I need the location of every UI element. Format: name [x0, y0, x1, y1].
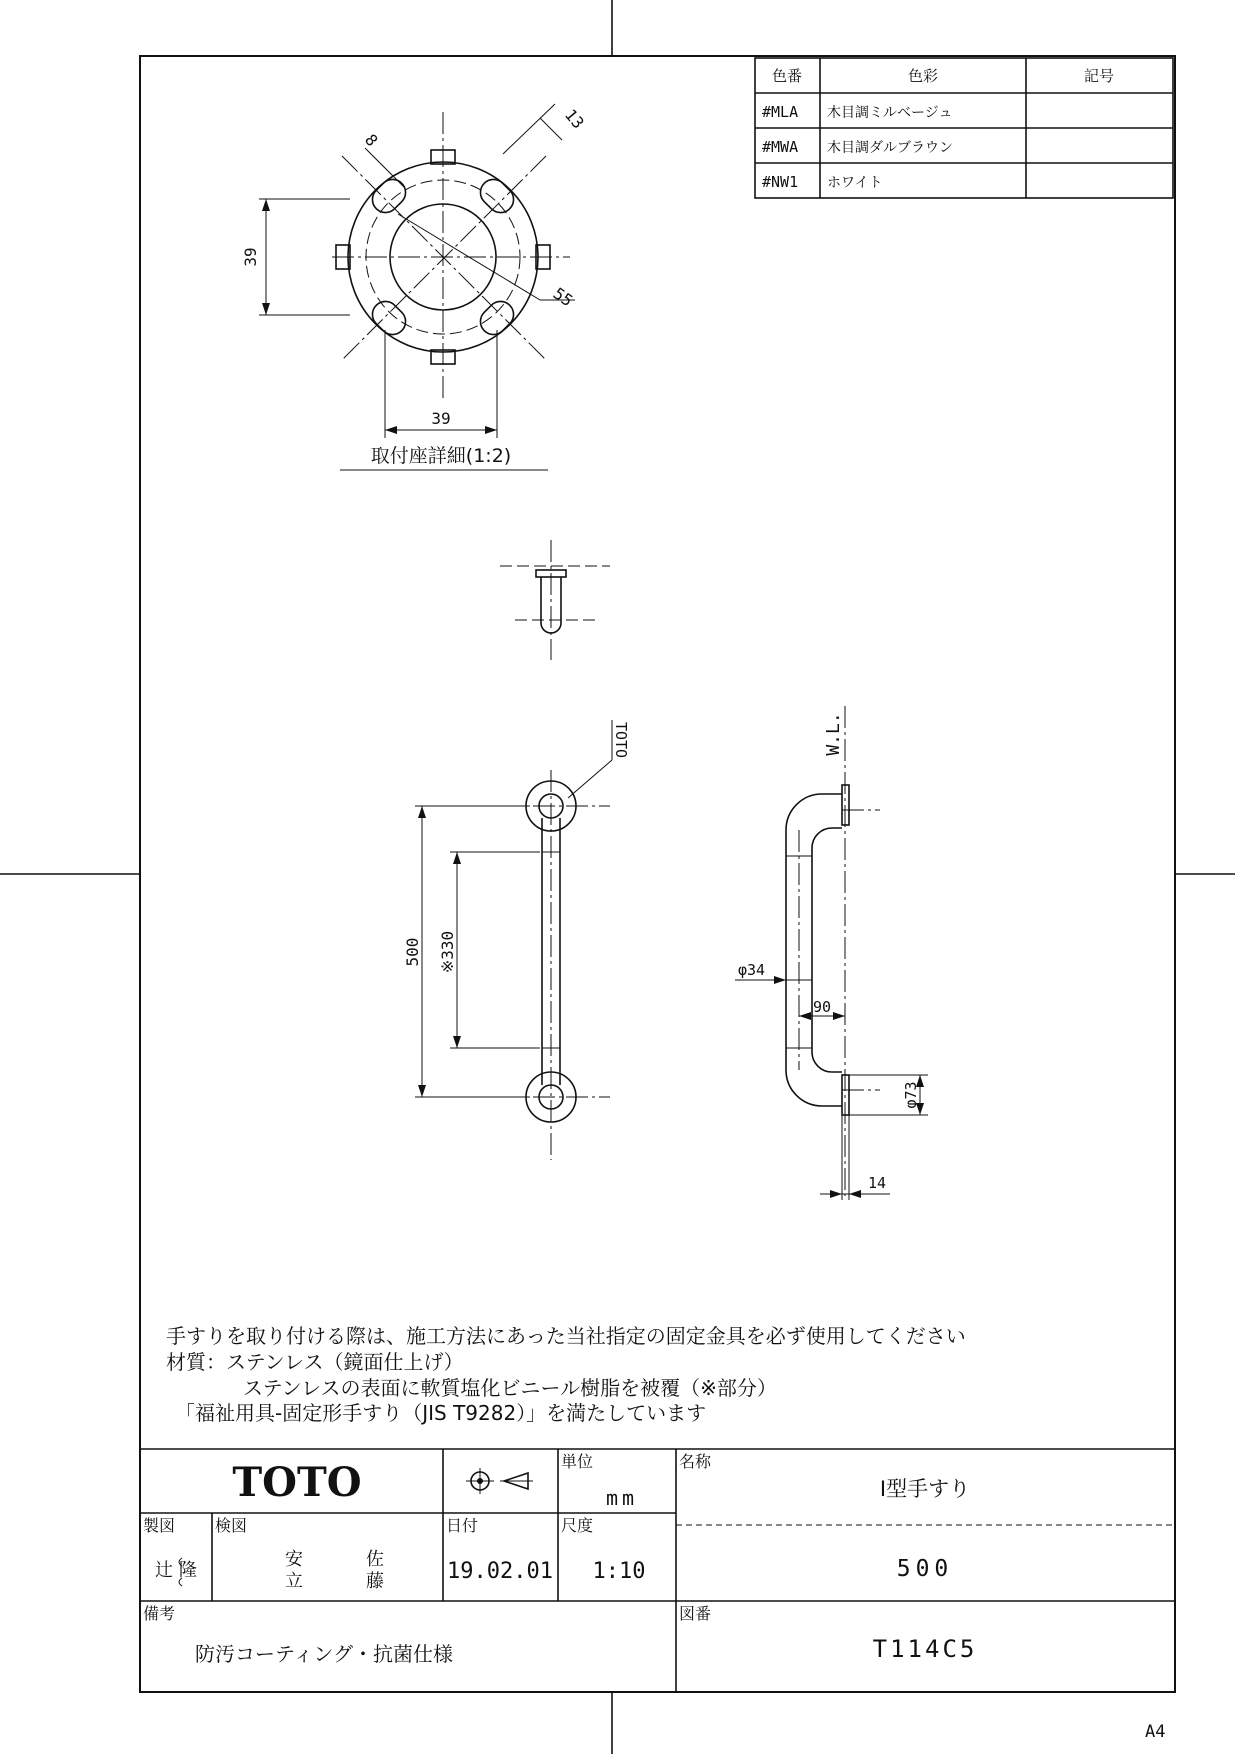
dim-flange-thickness: 14 — [868, 1174, 887, 1192]
color-name: 木目調ミルベージュ — [827, 105, 953, 121]
dim-pitch-horizontal: 39 — [431, 409, 451, 428]
drawing-number-label: 図番 — [679, 1604, 712, 1623]
checked-by-4: 藤 — [366, 1571, 384, 1592]
product-name: I型手すり — [879, 1477, 971, 1501]
drawn-by-surname: 辻 — [155, 1560, 173, 1581]
dim-depth: 90 — [812, 998, 832, 1016]
dim-hole: 8 — [360, 130, 382, 150]
detail-title: 取付座詳細(1:2) — [370, 445, 512, 467]
color-table-header-mark: 記号 — [1083, 67, 1115, 85]
unit-label: 単位 — [561, 1452, 594, 1471]
color-code: #MWA — [762, 138, 799, 156]
drawing-number: T114C5 — [872, 1635, 978, 1663]
date-value: 19.02.01 — [447, 1559, 553, 1584]
scale-value: 1:10 — [592, 1559, 646, 1584]
date-label: 日付 — [446, 1516, 479, 1535]
drawn-label: 製図 — [143, 1516, 176, 1535]
color-table-header-code: 色番 — [771, 67, 803, 85]
side-view — [735, 706, 928, 1200]
color-code: #NW1 — [762, 173, 799, 191]
dim-pcd: 55 — [549, 283, 577, 311]
note-line: 手すりを取り付ける際は、施工方法にあった当社指定の固定金具を必ず使用してください — [166, 1324, 966, 1348]
mounting-base-detail — [241, 104, 588, 470]
unit-value: mm — [605, 1486, 639, 1510]
notes — [166, 1324, 966, 1425]
dim-flange-diameter: φ73 — [902, 1081, 920, 1109]
dim-pitch-vertical: 39 — [241, 247, 260, 267]
remarks-value: 防汚コーティング・抗菌仕様 — [195, 1642, 453, 1666]
paper-size: A4 — [1145, 1722, 1166, 1742]
checked-label: 検図 — [215, 1516, 248, 1535]
checked-by-1: 安 — [285, 1549, 303, 1570]
drawing-frame — [140, 56, 1175, 1692]
remarks-label: 備考 — [143, 1604, 176, 1623]
note-line: 材質：ステンレス（鏡面仕上げ） — [166, 1350, 464, 1374]
color-code: #MLA — [762, 103, 799, 121]
company-logo: TOTO — [232, 1459, 362, 1506]
product-spec: 500 — [896, 1556, 954, 1582]
top-view — [500, 540, 610, 660]
note-line: 「福祉用具-固定形手すり（JIS T9282）」を満たしています — [175, 1401, 707, 1425]
note-line: ステンレスの表面に軟質塩化ビニール樹脂を被覆（※部分） — [243, 1376, 777, 1400]
color-table — [755, 58, 1173, 198]
drawn-by-given: 隆 — [179, 1560, 197, 1581]
dim-cover: ※330 — [438, 930, 457, 974]
name-label: 名称 — [679, 1452, 712, 1471]
water-line-label: W.L. — [823, 712, 844, 756]
scale-label: 尺度 — [561, 1516, 594, 1535]
dim-length: 500 — [403, 937, 422, 967]
checked-by-2: 佐 — [366, 1549, 384, 1570]
mark-toto: TOTO — [612, 721, 630, 759]
dim-bar-diameter: φ34 — [738, 961, 766, 979]
color-table-header-name: 色彩 — [907, 67, 939, 85]
color-name: ホワイト — [827, 175, 883, 191]
front-view — [403, 720, 630, 1160]
color-name: 木目調ダルブラウン — [827, 140, 953, 156]
title-block — [140, 1449, 1175, 1692]
checked-by-3: 立 — [285, 1571, 303, 1592]
projection-symbol-icon — [466, 1468, 533, 1494]
dim-slot: 13 — [560, 105, 588, 133]
